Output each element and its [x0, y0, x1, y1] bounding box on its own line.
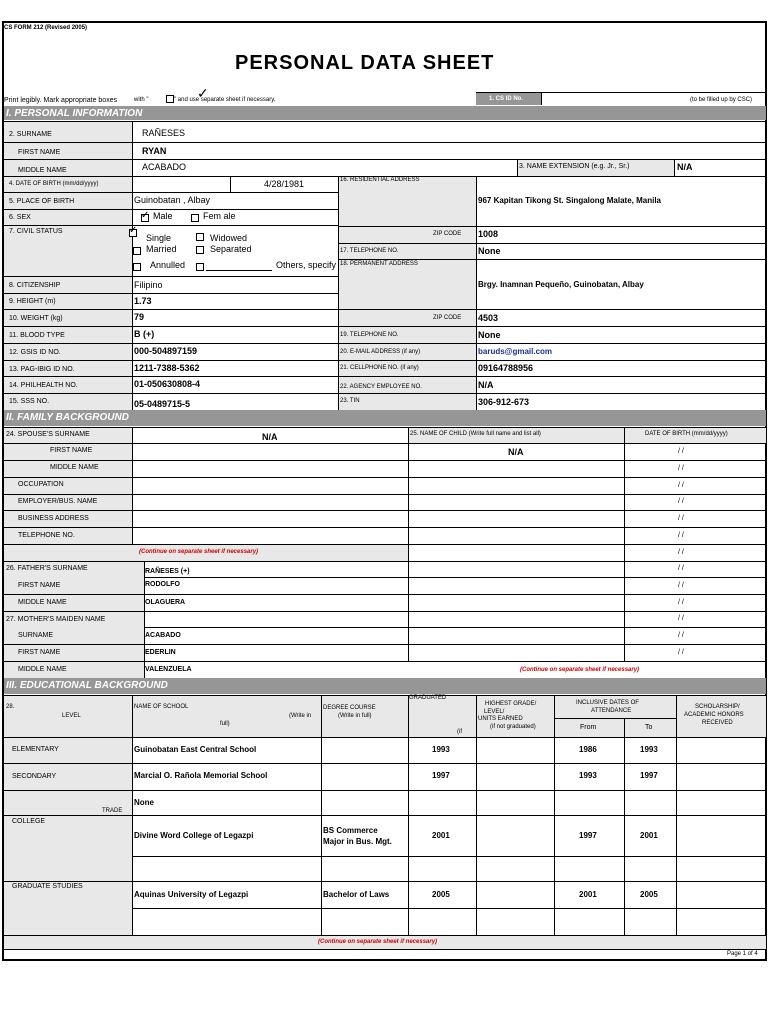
education-continue-note: (Continue on separate sheet if necessary) [318, 939, 438, 945]
child-dob-label: DATE OF BIRTH (mm/dd/yyyy) [645, 431, 728, 437]
page-title: PERSONAL DATA SHEET [235, 52, 495, 74]
trade-school[interactable]: None [134, 798, 154, 807]
weight-value[interactable]: 79 [134, 312, 145, 322]
permanent-address-value[interactable]: Brgy. Inamnan Pequeño, Guinobatan, Albay [478, 280, 644, 289]
res-zip-value[interactable]: 1008 [478, 229, 499, 239]
child-dob-row-13[interactable]: / / [678, 649, 684, 656]
widowed-checkbox[interactable] [196, 233, 204, 241]
email-label: 20. E-MAIL ADDRESS (if any) [340, 349, 421, 355]
dates-header-2: ATTENDANCE [591, 708, 632, 714]
section-family-title: II. FAMILY BACKGROUND [6, 412, 129, 423]
occupation-label: OCCUPATION [18, 481, 64, 488]
telephone2-label: 19. TELEPHONE NO. [340, 332, 399, 338]
middle-name-label: MIDDLE NAME [18, 167, 67, 174]
frame-right [765, 21, 767, 961]
married-checkbox[interactable] [133, 247, 141, 255]
res-zip-label: ZIP CODE [433, 231, 462, 237]
telephone2-value[interactable]: None [478, 330, 501, 340]
child-name-value[interactable]: N/A [508, 447, 524, 457]
single-check-icon: ✓ [129, 225, 138, 236]
trade-label: TRADE [102, 808, 123, 814]
child-dob-row-6[interactable]: / / [678, 532, 684, 539]
sample-checkbox [166, 95, 174, 103]
frame-top [2, 21, 767, 23]
others-specify-line [206, 270, 272, 271]
csid-box-top [476, 92, 766, 93]
tin-label: 23. TIN [340, 398, 360, 404]
child-dob-row-12[interactable]: / / [678, 632, 684, 639]
secondary-graduated[interactable]: 1997 [432, 771, 450, 780]
graduate-degree[interactable]: Bachelor of Laws [323, 890, 390, 899]
school-full: full) [220, 721, 230, 727]
school-header: NAME OF SCHOOL [134, 704, 189, 710]
name-ext-value[interactable]: N/A [677, 162, 693, 172]
degree-write-in: (Write in full) [338, 713, 372, 719]
child-dob-row-9[interactable]: / / [678, 582, 684, 589]
family-continue-note: (Continue on separate sheet if necessary) [139, 549, 259, 555]
page-number: Page 1 of 4 [727, 951, 758, 957]
father-surname-label: 26. FATHER'S SURNAME [6, 565, 88, 572]
instructions-left: Print legibly. Mark appropriate boxes [4, 97, 118, 104]
spouse-surname-label: 24. SPOUSE'S SURNAME [6, 431, 90, 438]
female-checkbox[interactable] [191, 214, 199, 222]
education-num: 28. [6, 704, 15, 710]
philhealth-value[interactable]: 01-050630808-4 [134, 379, 201, 389]
civil-status-label: 7. CIVIL STATUS [9, 228, 63, 235]
child-dob-row-1[interactable]: / / [678, 448, 684, 455]
permanent-address-label: 18. PERMANENT ADDRESS [340, 261, 418, 267]
mother-surname-label: SURNAME [18, 632, 54, 639]
pagibig-label: 13. PAG-IBIG ID NO. [9, 366, 75, 373]
section-education-title: III. EDUCATIONAL BACKGROUND [6, 680, 168, 691]
college-from[interactable]: 1997 [579, 831, 597, 840]
father-first-name-label: FIRST NAME [18, 582, 61, 589]
elementary-school[interactable]: Guinobatan East Central School [134, 745, 257, 754]
college-degree-line2[interactable]: Major in Bus. Mgt. [323, 837, 392, 846]
mother-surname-value[interactable]: ACABADO [145, 632, 181, 639]
secondary-to[interactable]: 1997 [640, 771, 658, 780]
first-name-value[interactable]: RYAN [142, 146, 167, 156]
agency-employee-label: 22. AGENCY EMPLOYEE NO. [340, 384, 422, 390]
child-dob-row-11[interactable]: / / [678, 615, 684, 622]
father-middle-name-value[interactable]: OLAGUERA [145, 599, 186, 606]
section-personal-title: I. PERSONAL INFORMATION [6, 108, 143, 119]
level-header: LEVEL [62, 713, 81, 719]
elementary-level-label: ELEMENTARY [12, 746, 59, 753]
middle-name-value[interactable]: ACABADO [142, 162, 187, 172]
college-degree-line1[interactable]: BS Commerce [323, 826, 378, 835]
instructions-mid: with " [134, 97, 149, 103]
others-checkbox[interactable] [196, 263, 204, 271]
cellphone-label: 21. CELLPHONE NO. (if any) [340, 365, 419, 371]
height-label: 9. HEIGHT (m) [9, 298, 56, 305]
instructions-right: " and use separate sheet if necessary. [174, 97, 276, 103]
college-to[interactable]: 2001 [640, 831, 658, 840]
child-dob-row-8[interactable]: / / [678, 565, 684, 572]
elementary-from[interactable]: 1986 [579, 745, 597, 754]
secondary-from[interactable]: 1993 [579, 771, 597, 780]
female-option-label: Fem ale [203, 211, 236, 221]
blood-type-label: 11. BLOOD TYPE [9, 332, 65, 339]
college-school[interactable]: Divine Word College of Legazpi [134, 831, 254, 840]
spouse-middle-name-label: MIDDLE NAME [50, 464, 99, 471]
graduate-level-label: GRADUATE STUDIES [12, 883, 83, 890]
surname-label: 2. SURNAME [9, 131, 52, 138]
perm-zip-value[interactable]: 4503 [478, 313, 499, 323]
highest-header-3: UNITS EARNED [478, 716, 523, 722]
child-dob-row-10[interactable]: / / [678, 599, 684, 606]
business-address-label: BUSINESS ADDRESS [18, 515, 89, 522]
csid-box-divider [541, 92, 542, 105]
annulled-option-label: Annulled [150, 260, 186, 270]
college-graduated[interactable]: 2001 [432, 831, 450, 840]
spouse-telephone-label: TELEPHONE NO. [18, 532, 75, 539]
sex-label: 6. SEX [9, 214, 31, 221]
secondary-level-label: SECONDARY [12, 773, 57, 780]
citizenship-label: 8. CITIZENSHIP [9, 282, 61, 289]
spouse-first-name-label: FIRST NAME [50, 447, 93, 454]
weight-label: 10. WEIGHT (kg) [9, 315, 63, 322]
agency-employee-value[interactable]: N/A [478, 380, 494, 390]
single-option-label: Single [146, 233, 172, 243]
form-number: CS FORM 212 (Revised 2005) [4, 25, 88, 31]
separated-option-label: Separated [210, 244, 252, 254]
secondary-school[interactable]: Marcial O. Rañola Memorial School [134, 771, 268, 780]
first-name-label: FIRST NAME [18, 149, 61, 156]
father-first-name-value[interactable]: RODOLFO [145, 581, 180, 588]
name-ext-label: 3. NAME EXTENSION (e.g. Jr., Sr.) [519, 163, 630, 170]
sss-label: 15. SSS NO. [9, 398, 50, 405]
school-write-in: (Write in [289, 713, 312, 719]
address-label-column [338, 176, 476, 410]
father-surname-value[interactable]: RAÑESES (+) [145, 568, 190, 575]
highest-header-4: (if not graduated) [490, 724, 536, 730]
others-option-label: Others, specify [276, 260, 337, 270]
mother-middle-name-value[interactable]: VALENZUELA [145, 666, 192, 673]
child-dob-row-2[interactable]: / / [678, 465, 684, 472]
mother-first-name-value[interactable]: EDERLIN [145, 649, 176, 656]
child-name-label: 25. NAME OF CHILD (Write full name and list all) [410, 431, 541, 437]
pagibig-value[interactable]: 1211-7388-5362 [134, 363, 200, 373]
telephone1-value[interactable]: None [478, 246, 501, 256]
dob-label: 4. DATE OF BIRTH (mm/dd/yyyy) [9, 181, 99, 187]
elementary-graduated[interactable]: 1993 [432, 745, 450, 754]
email-value[interactable]: baruds@gmail.com [478, 347, 553, 356]
gsis-value[interactable]: 000-504897159 [134, 346, 198, 356]
college-level-label: COLLEGE [12, 818, 46, 825]
male-check-icon: ✓ [141, 210, 150, 221]
dob-value[interactable]: 4/28/1981 [264, 179, 305, 189]
pob-value[interactable]: Guinobatan , Albay [134, 195, 211, 205]
graduate-graduated[interactable]: 2005 [432, 890, 450, 899]
elementary-to[interactable]: 1993 [640, 745, 658, 754]
gsis-label: 12. GSIS ID NO. [9, 349, 61, 356]
highest-header-2: LEVEL/ [484, 709, 505, 715]
mother-middle-name-label: MIDDLE NAME [18, 666, 67, 673]
child-dob-row-4[interactable]: / / [678, 498, 684, 505]
graduate-from[interactable]: 2001 [579, 890, 597, 899]
csid-label: 1. CS ID No. [489, 96, 524, 102]
mother-first-name-label: FIRST NAME [18, 649, 61, 656]
residential-address-label: 16. RESIDENTIAL ADDRESS [340, 177, 420, 183]
education-level-column [4, 737, 132, 935]
scholarship-header-3: RECEIVED [702, 720, 733, 726]
child-dob-row-3[interactable]: / / [678, 482, 684, 489]
father-middle-name-label: MIDDLE NAME [18, 599, 67, 606]
scholarship-header-2: ACADEMIC HONORS [684, 712, 744, 718]
residential-address-value[interactable]: 967 Kapitan Tikong St. Singalong Malate, Manila [478, 196, 661, 205]
blood-type-value[interactable]: B (+) [134, 329, 155, 339]
degree-header: DEGREE COURSE [323, 705, 376, 711]
telephone1-label: 17. TELEPHONE NO. [340, 248, 399, 254]
widowed-option-label: Widowed [210, 233, 248, 243]
philhealth-label: 14. PHILHEALTH NO. [9, 382, 78, 389]
perm-zip-label: ZIP CODE [433, 315, 462, 321]
height-value[interactable]: 1.73 [134, 296, 152, 306]
csid-note: (to be filled up by CSC) [690, 97, 753, 103]
scholarship-header-1: SCHOLARSHIP/ [695, 704, 740, 710]
mother-maiden-label: 27. MOTHER'S MAIDEN NAME [6, 616, 106, 623]
spouse-surname-value[interactable]: N/A [262, 432, 278, 442]
child-dob-row-7[interactable]: / / [678, 549, 684, 556]
children-continue-note: (Continue on separate sheet if necessary) [520, 667, 640, 673]
cellphone-value[interactable]: 09164788956 [478, 363, 534, 373]
frame-bottom [2, 959, 767, 961]
tin-value[interactable]: 306-912-673 [478, 397, 530, 407]
employer-label: EMPLOYER/BUS. NAME [18, 498, 98, 505]
sss-value[interactable]: 05-0489715-5 [134, 399, 191, 409]
separated-checkbox[interactable] [196, 246, 204, 254]
highest-header-1: HIGHEST GRADE/ [485, 701, 537, 707]
graduate-school[interactable]: Aquinas University of Legazpi [134, 890, 249, 899]
to-header: To [645, 724, 653, 731]
graduated-if: (if [457, 729, 462, 735]
citizenship-value[interactable]: Filipino [134, 280, 163, 290]
from-header: From [580, 724, 597, 731]
annulled-checkbox[interactable] [133, 263, 141, 271]
checkmark-icon: ✓ [197, 85, 209, 101]
graduated-header: GRADUATED [409, 695, 447, 701]
male-option-label: Male [153, 211, 173, 221]
child-dob-row-5[interactable]: / / [678, 515, 684, 522]
married-option-label: Married [146, 244, 177, 254]
graduate-to[interactable]: 2005 [640, 890, 658, 899]
pob-label: 5. PLACE OF BIRTH [9, 198, 75, 205]
dates-header-1: INCLUSIVE DATES OF [576, 700, 639, 706]
surname-value[interactable]: RAÑESES [142, 128, 186, 138]
